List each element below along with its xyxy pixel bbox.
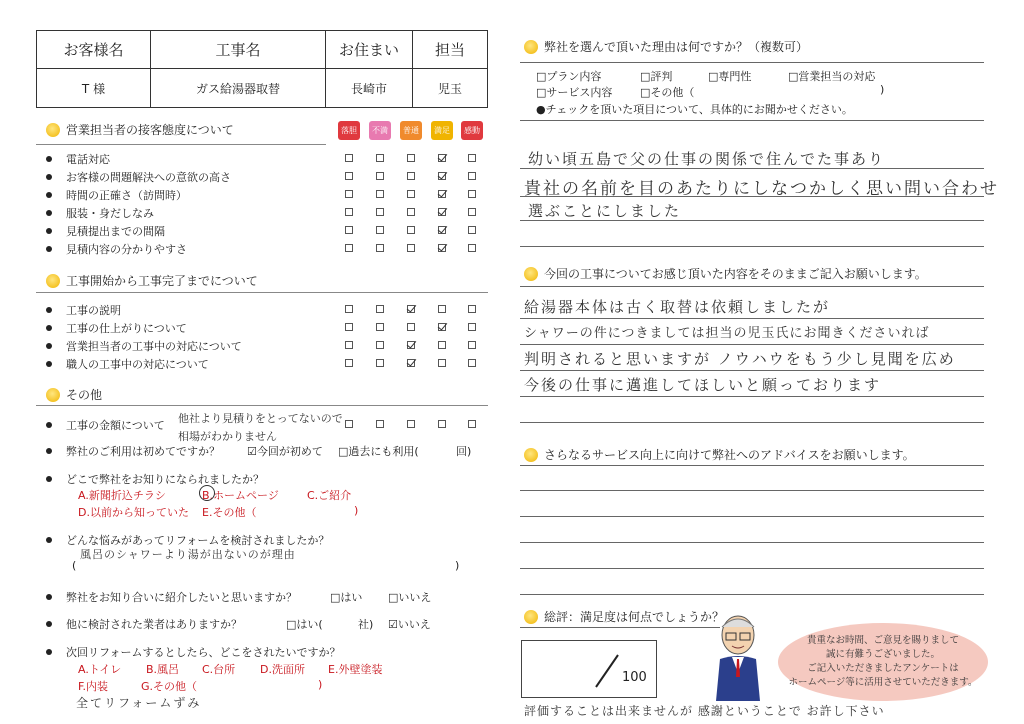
reason-other-close: ) [880, 83, 885, 96]
bullet [46, 361, 52, 367]
rating-row [46, 241, 187, 257]
score-denominator: 100 [622, 670, 647, 685]
value-work: ガス給湯器取替 [151, 69, 326, 108]
rating-checkbox[interactable] [345, 359, 353, 367]
bulb-icon [524, 448, 538, 462]
section2-title-text: 工事開始から工事完了までについて [66, 274, 258, 288]
header-address: お住まい [326, 31, 413, 69]
bullet [46, 594, 52, 600]
ruled-line [520, 490, 984, 491]
thanks-text [788, 634, 977, 690]
first-use-count-close: 回) [456, 445, 472, 458]
rating-head-1: 不満 [369, 121, 391, 140]
ruled-line [520, 594, 984, 595]
rating-row-label: 電話対応 [66, 153, 110, 166]
bulb-icon [524, 267, 538, 281]
reason-handwriting-line: 貴社の名前を目のあたりにしなつかしく思い問い合わせ [524, 179, 999, 199]
bullet [46, 228, 52, 234]
first-use-option-first[interactable]: ☑今回が初めて [247, 445, 323, 458]
rating-checkbox[interactable] [376, 190, 384, 198]
next-option-g[interactable]: G.その他（ [141, 680, 198, 693]
impression-title-text: 今回の工事についてお感じ頂いた内容をそのままご記入お願いします。 [544, 267, 927, 281]
price-checkbox[interactable] [468, 420, 476, 428]
value-address: 長崎市 [326, 69, 413, 108]
divider [520, 627, 720, 628]
section1-title [46, 121, 234, 138]
divider [36, 144, 326, 145]
thanks-bubble [778, 623, 988, 701]
bulb-icon [46, 388, 60, 402]
bullet [46, 621, 52, 627]
reason-option[interactable]: □評判 [640, 70, 673, 83]
next-reform-question [46, 644, 340, 660]
ruled-line [520, 568, 984, 569]
rating-checkbox[interactable] [376, 172, 384, 180]
value-staff: 児玉 [413, 69, 488, 108]
price-checkbox[interactable] [438, 420, 446, 428]
rating-checkbox[interactable] [438, 323, 446, 331]
staff-mascot-icon [710, 613, 766, 701]
next-option[interactable]: B.風呂 [146, 663, 180, 676]
reason-option[interactable]: □その他（ [640, 86, 695, 99]
rating-checkbox[interactable] [438, 226, 446, 234]
price-handwriting-1: 他社より見積りをとってないので [178, 412, 343, 425]
rating-checkbox[interactable] [468, 190, 476, 198]
next-option[interactable]: E.外壁塗装 [328, 663, 383, 676]
header-work: 工事名 [151, 31, 326, 69]
rating-checkbox[interactable] [345, 172, 353, 180]
thanks-line: 誠に有難うございました。 [825, 649, 940, 660]
rating-checkbox[interactable] [376, 226, 384, 234]
rating-row-label: 見積内容の分かりやすさ [66, 243, 187, 256]
rating-checkbox[interactable] [376, 208, 384, 216]
rating-checkbox[interactable] [376, 244, 384, 252]
ruled-line [520, 246, 984, 247]
rating-checkbox[interactable] [407, 359, 415, 367]
impression-handwriting-line: シャワーの件につきましては担当の児玉氏にお聞きくださいれば [524, 326, 930, 341]
first-use-text: 弊社のご利用は初めてですか？ [66, 445, 220, 458]
reason-note: ●チェックを頂いた項目について、具体的にお聞かせください。 [536, 103, 853, 116]
rating-checkbox[interactable] [345, 323, 353, 331]
bullet [46, 537, 52, 543]
rating-row-label: 時間の正確さ（訪問時） [66, 189, 187, 202]
introduce-yes[interactable]: □はい [330, 591, 363, 604]
price-handwriting-2: 相場がわかりません [178, 430, 277, 443]
rating-head-2: 普通 [400, 121, 422, 140]
first-use-question [46, 443, 220, 459]
reason-handwriting-line: 幼い頃五島で父の仕事の関係で住んでた事あり [528, 150, 886, 168]
thanks-line: 貴重なお時間、ご意見を賜りまして [806, 635, 959, 646]
rating-row [46, 187, 187, 203]
reform-answer-open: ( [72, 559, 77, 572]
section3-title-text: その他 [66, 388, 103, 402]
reform-question-text: どんな悩みがあってリフォームを検討されましたか？ [66, 534, 330, 547]
thanks-line: ご記入いただきましたアンケートは [807, 663, 959, 674]
rating-checkbox[interactable] [407, 154, 415, 162]
rating-checkbox[interactable] [468, 208, 476, 216]
rating-checkbox[interactable] [345, 305, 353, 313]
bullet [46, 156, 52, 162]
other-vendor-no[interactable]: ☑いいえ [388, 618, 431, 631]
section1-title-text: 営業担当者の接客態度について [66, 123, 234, 137]
divider [520, 62, 984, 63]
advice-title [524, 446, 915, 463]
price-checkbox[interactable] [376, 420, 384, 428]
bullet [46, 448, 52, 454]
rating-row [46, 169, 231, 185]
rating-row-label: 職人の工事中の対応について [66, 358, 209, 371]
next-option[interactable]: D.洗面所 [260, 663, 305, 676]
rating-checkbox[interactable] [468, 244, 476, 252]
bullet [46, 649, 52, 655]
ruled-line [520, 542, 984, 543]
reason-option[interactable]: □プラン内容 [536, 70, 602, 83]
bulb-icon [524, 610, 538, 624]
circled-mark [199, 485, 215, 501]
bulb-icon [524, 40, 538, 54]
rating-checkbox[interactable] [407, 208, 415, 216]
ruled-line [520, 396, 984, 397]
bullet [46, 422, 52, 428]
know-option-b[interactable]: B.ホームページ [202, 489, 279, 502]
rating-head-3: 満足 [431, 121, 453, 140]
header-customer: お客様名 [37, 31, 151, 69]
price-checkbox[interactable] [407, 420, 415, 428]
score-handwriting: 評価することは出来ませんが 感謝ということで お許し下さい [524, 704, 885, 718]
reason-title [524, 38, 808, 55]
rating-checkbox[interactable] [438, 359, 446, 367]
bullet [46, 210, 52, 216]
reason-title-text: 弊社を選んで頂いた理由は何ですか？（複数可） [544, 40, 809, 54]
rating-checkbox[interactable] [345, 244, 353, 252]
rating-checkbox[interactable] [407, 323, 415, 331]
bullet [46, 192, 52, 198]
rating-row [46, 223, 165, 239]
rating-checkbox[interactable] [345, 190, 353, 198]
other-vendor-count: 社) [358, 618, 374, 631]
rating-row-label: 服装・身だしなみ [66, 207, 154, 220]
know-question-text: どこで弊社をお知りになられましたか？ [66, 473, 264, 486]
rating-checkbox[interactable] [468, 305, 476, 313]
rating-checkbox[interactable] [468, 154, 476, 162]
know-option-d[interactable]: D.以前から知っていた [78, 506, 189, 519]
rating-checkbox[interactable] [438, 190, 446, 198]
rating-checkbox[interactable] [376, 341, 384, 349]
bullet [46, 325, 52, 331]
impression-handwriting-line: 今後の仕事に邁進してほしいと願っております [524, 376, 882, 394]
reason-option[interactable]: □サービス内容 [536, 86, 613, 99]
next-option-f[interactable]: F.内装 [78, 680, 109, 693]
rating-checkbox[interactable] [407, 226, 415, 234]
rating-row [46, 356, 209, 372]
introduce-question-text: 弊社をお知り合いに紹介したいと思いますか？ [66, 591, 297, 604]
score-box[interactable] [521, 640, 657, 698]
divider [520, 120, 984, 121]
rating-checkbox[interactable] [407, 244, 415, 252]
bullet [46, 476, 52, 482]
rating-checkbox[interactable] [345, 341, 353, 349]
rating-checkbox[interactable] [376, 323, 384, 331]
bulb-icon [46, 123, 60, 137]
impression-handwriting-line: 判明されると思いますが ノウハウをもう少し見聞を広め [524, 350, 956, 368]
reason-option[interactable]: □営業担当の対応 [788, 70, 876, 83]
first-use-option-past[interactable]: □過去にも利用( [338, 445, 419, 458]
customer-info-table [36, 30, 488, 108]
rating-checkbox[interactable] [407, 172, 415, 180]
know-option-e[interactable]: E.その他（ [202, 506, 257, 519]
rating-checkbox[interactable] [376, 359, 384, 367]
ruled-line [520, 344, 984, 345]
advice-title-text: さらなるサービス向上に向けて弊社へのアドバイスをお願いします。 [544, 448, 915, 462]
next-reform-text: 次回リフォームするとしたら、どこをされたいですか？ [66, 646, 341, 659]
divider [36, 405, 488, 406]
rating-checkbox[interactable] [468, 323, 476, 331]
rating-checkbox[interactable] [407, 190, 415, 198]
know-option-e-close: ) [354, 504, 359, 517]
price-question-text: 工事の金額について [66, 419, 165, 432]
rating-row [46, 151, 110, 167]
impression-title [524, 265, 927, 282]
reason-handwriting-line: 選ぶことにしました [528, 202, 682, 220]
ruled-line [520, 516, 984, 517]
rating-checkbox[interactable] [438, 154, 446, 162]
divider [520, 286, 984, 287]
rating-checkbox[interactable] [438, 208, 446, 216]
next-option-g-close: ) [318, 678, 323, 691]
rating-row-label: 見積提出までの間隔 [66, 225, 165, 238]
rating-row [46, 338, 242, 354]
bullet [46, 307, 52, 313]
rating-checkbox[interactable] [468, 359, 476, 367]
know-option-a[interactable]: A.新聞折込チラシ [78, 489, 166, 502]
reform-answer-close: ) [455, 559, 460, 572]
next-reform-handwriting: 全てリフォームずみ [76, 696, 202, 710]
score-title [524, 608, 724, 625]
rating-checkbox[interactable] [468, 226, 476, 234]
score-slash [592, 653, 622, 689]
rating-checkbox[interactable] [376, 154, 384, 162]
reform-handwriting: 風呂のシャワーより湯が出ないのが理由 [80, 548, 296, 561]
rating-row-label: 工事の仕上がりについて [66, 322, 187, 335]
next-option[interactable]: C.台所 [202, 663, 236, 676]
other-vendor-yes[interactable]: □はい( [286, 618, 323, 631]
bullet [46, 343, 52, 349]
reason-option[interactable]: □専門性 [708, 70, 752, 83]
know-option-c[interactable]: C.ご紹介 [307, 489, 352, 502]
impression-handwriting-line: 給湯器本体は古く取替は依頼しましたが [524, 298, 831, 316]
score-title-text: 総評：満足度は何点でしょうか？ [544, 610, 725, 624]
ruled-line [520, 318, 984, 319]
divider [36, 292, 488, 293]
rating-checkbox[interactable] [345, 208, 353, 216]
rating-checkbox[interactable] [376, 305, 384, 313]
rating-checkbox[interactable] [438, 341, 446, 349]
price-checkbox[interactable] [345, 420, 353, 428]
header-staff: 担当 [413, 31, 488, 69]
rating-head-0: 落胆 [338, 121, 360, 140]
introduce-question [46, 589, 297, 605]
next-option[interactable]: A.トイレ [78, 663, 122, 676]
ruled-line [520, 422, 984, 423]
introduce-no[interactable]: □いいえ [388, 591, 432, 604]
rating-checkbox[interactable] [407, 305, 415, 313]
rating-checkbox[interactable] [468, 341, 476, 349]
rating-checkbox[interactable] [438, 244, 446, 252]
bullet [46, 246, 52, 252]
rating-checkbox[interactable] [438, 172, 446, 180]
rating-checkbox[interactable] [345, 226, 353, 234]
price-question [46, 417, 165, 433]
other-vendor-text: 他に検討された業者はありますか？ [66, 618, 242, 631]
rating-checkbox[interactable] [438, 305, 446, 313]
rating-row [46, 320, 187, 336]
rating-row [46, 302, 121, 318]
rating-checkbox[interactable] [468, 172, 476, 180]
rating-row [46, 205, 154, 221]
ruled-line [520, 370, 984, 371]
bullet [46, 174, 52, 180]
value-customer: T 様 [37, 69, 151, 108]
rating-row-label: 工事の説明 [66, 304, 121, 317]
know-question [46, 471, 264, 487]
rating-row-label: 営業担当者の工事中の対応について [66, 340, 242, 353]
divider [520, 465, 984, 466]
rating-checkbox[interactable] [345, 154, 353, 162]
rating-row-label: お客様の問題解決への意欲の高さ [66, 171, 231, 184]
other-vendor-question [46, 616, 242, 632]
section3-title [46, 386, 102, 403]
rating-checkbox[interactable] [407, 341, 415, 349]
rating-head-4: 感動 [461, 121, 483, 140]
section2-title [46, 272, 258, 289]
thanks-line: ホームページ等に活用させていただきます。 [788, 677, 978, 688]
bulb-icon [46, 274, 60, 288]
